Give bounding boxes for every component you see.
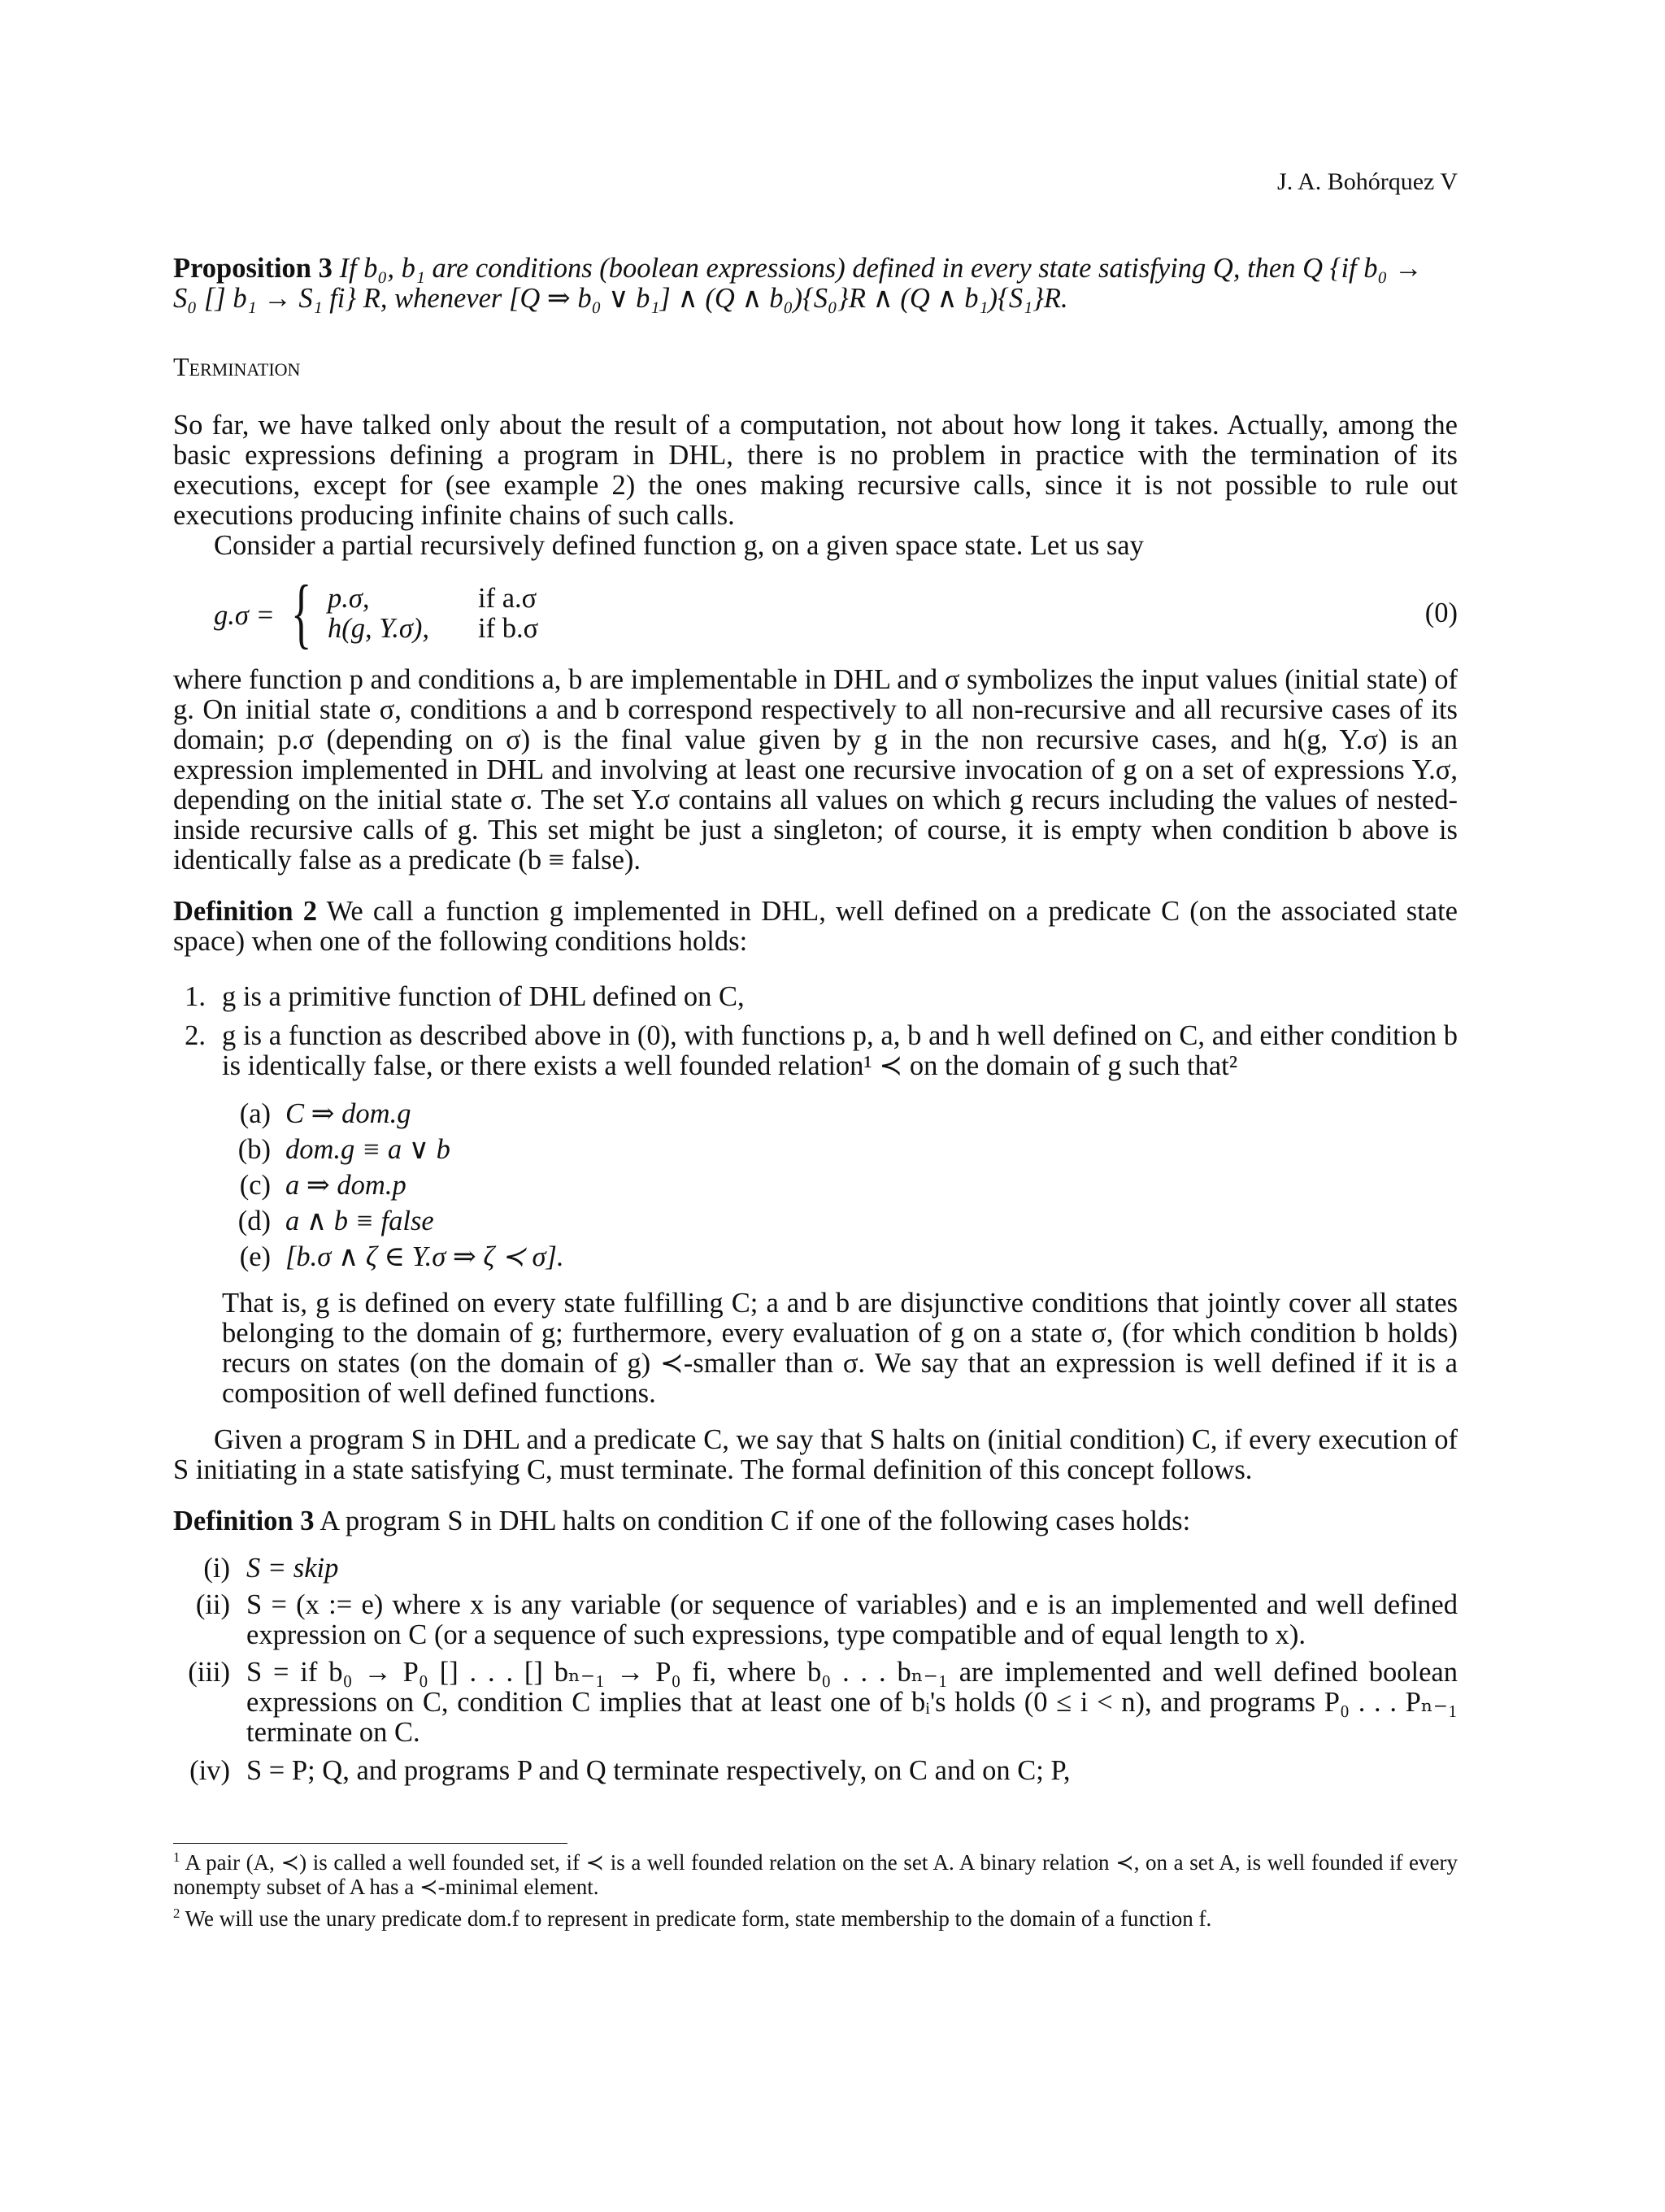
condition-label: (d) [237,1206,271,1236]
definition-2-item-1 [173,982,1458,1015]
paragraph-consider: Consider a partial recursively defined function g, on a given space state. Let us say [214,530,1144,561]
item-text: g is a primitive function of DHL defined on C, [222,981,745,1012]
definition-2-label: Definition 2 [173,896,318,927]
item-label: (i) [203,1553,230,1584]
item-label: (iii) [188,1657,230,1688]
paragraph-where: where function p and conditions a, b are implementable in DHL and σ symbolizes the input values (initial state) of g. On initial state σ, conditions a and b correspond respectively to all non-recursive and all recursive cases of its domain; p.σ (depending on σ) is the final value given by g in the non recursive cases, and h(g, Y.σ) is an expression implemented in DHL and involving at least one recursive invocation of g on a set of expressions Y.σ, depending on the initial state σ. The set Y.σ contains all values on which g recurs including the values of nested-inside recursive calls of g. This set might be just a singleton; of course, it is empty when condition b above is identically false as a predicate (b ≡ false). [173,664,1458,876]
definition-3-item-i [173,1554,1458,1586]
equation-case1-expr: p.σ, [328,583,370,614]
definition-2-item-2 [173,1021,1458,1086]
footnote-2-mark: 2 [173,1906,180,1921]
definition-3-item-ii [173,1590,1458,1655]
item-label: 2. [185,1020,206,1051]
footnote-1-text: A pair (A, ≺) is called a well founded set, if ≺ is a well founded relation on the set A. A binary relation ≺, on a set A, is well founded if every nonempty subset of A has a ≺-minimal element. [173,1850,1458,1899]
footnote-1-mark: 1 [173,1849,180,1865]
footnote-2 [173,1906,1458,1931]
condition-text: a ∧ b ≡ false [285,1206,434,1236]
definition-3-text: A program S in DHL halts on condition C if one of the following cases holds: [320,1506,1191,1536]
condition-text: [b.σ ∧ ζ ∈ Y.σ ⇒ ζ ≺ σ]. [285,1241,564,1272]
definition-2-explanation: That is, g is defined on every state fulfilling C; a and b are disjunctive conditions that jointly cover all states belonging to the domain of g; furthermore, every evaluation of g on a state σ, (for which condition b holds) recurs on states (on the domain of g) ≺-smaller than σ. We say that an expression is well defined if it is a composition of well defined functions. [222,1288,1458,1409]
equation-case2-expr: h(g, Y.σ), [328,613,430,644]
footnote-rule [173,1843,567,1844]
paragraph-intro: So far, we have talked only about the result of a computation, not about how long it takes. Actually, among the basic expressions defining a program in DHL, there is no problem in practice with the termination of its executions, except for (see example 2) the ones making recursive calls, since it is not possible to rule out executions producing infinite chains of such calls. [173,410,1458,531]
footnote-1 [173,1850,1458,1899]
item-label: (ii) [195,1589,230,1620]
item-label: (iv) [189,1755,230,1786]
item-text: S = (x := e) where x is any variable (or sequence of variables) and e is an implemented and well defined expression on C (or a sequence of such expressions, type compatible and of equal length to x). [246,1589,1458,1650]
equation-0 [214,569,1458,656]
section-heading-termination: Termination [173,352,301,381]
paragraph-halts: Given a program S in DHL and a predicate C, we say that S halts on (initial condition) C, if every execution of S initiating in a state satisfying C, must terminate. The formal definition of this concept follows. [173,1424,1458,1485]
item-text: S = if b₀ → P₀ [] . . . [] bₙ₋₁ → P₀ fi, where b₀ . . . bₙ₋₁ are implemented and well defined boolean expressions on C, condition C implies that at least one of bᵢ's holds (0 ≤ i < n), and programs P₀ . . . Pₙ₋₁ terminate on C. [246,1657,1458,1748]
proposition-3-text-line2: S₀ [] b₁ → S₁ fi} R, whenever [Q ⇒ b₀ ∨ b₁] ∧ (Q ∧ b₀){S₀}R ∧ (Q ∧ b₁){S₁}R. [173,283,1068,314]
item-label: 1. [185,981,206,1012]
condition-text: C ⇒ dom.g [285,1098,411,1129]
equation-brace: { [291,569,312,656]
definition-3-item-iv [173,1756,1458,1788]
equation-lhs: g.σ = [214,600,275,631]
condition-label: (a) [239,1098,271,1129]
equation-number: (0) [1424,598,1458,628]
item-text: S = P; Q, and programs P and Q terminate respectively, on C and on C; P, [246,1755,1071,1786]
proposition-3-text-line1: If b₀, b₁ are conditions (boolean expressions) defined in every state satisfying Q, then Q {if b₀ → [339,253,1423,284]
running-header: J. A. Bohórquez V [1277,168,1458,195]
condition-label: (e) [239,1241,271,1272]
definition-3-item-iii [173,1658,1458,1755]
equation-case2-cond: if b.σ [478,613,539,644]
equation-case1-cond: if a.σ [478,583,537,614]
condition-label: (c) [239,1170,271,1201]
item-text: g is a function as described above in (0), with functions p, a, b and h well defined on C, and either condition b is identically false, or there exists a well founded relation¹ ≺ on the domain of g such that² [222,1020,1458,1081]
condition-label: (b) [237,1134,271,1165]
footnote-2-text: We will use the unary predicate dom.f to represent in predicate form, state membership to the domain of a function f. [185,1906,1212,1931]
item-text: S = skip [246,1553,339,1584]
definition-2 [173,897,1458,957]
proposition-3 [173,254,1458,314]
definition-3-label: Definition 3 [173,1506,315,1536]
proposition-3-line1 [173,254,1458,284]
definition-3 [173,1506,1458,1536]
definition-2-text: We call a function g implemented in DHL, well defined on a predicate C (on the associated state space) when one of the following conditions holds: [173,896,1458,957]
condition-text: dom.g ≡ a ∨ b [285,1134,450,1165]
condition-text: a ⇒ dom.p [285,1170,406,1201]
proposition-3-label: Proposition 3 [173,253,333,284]
